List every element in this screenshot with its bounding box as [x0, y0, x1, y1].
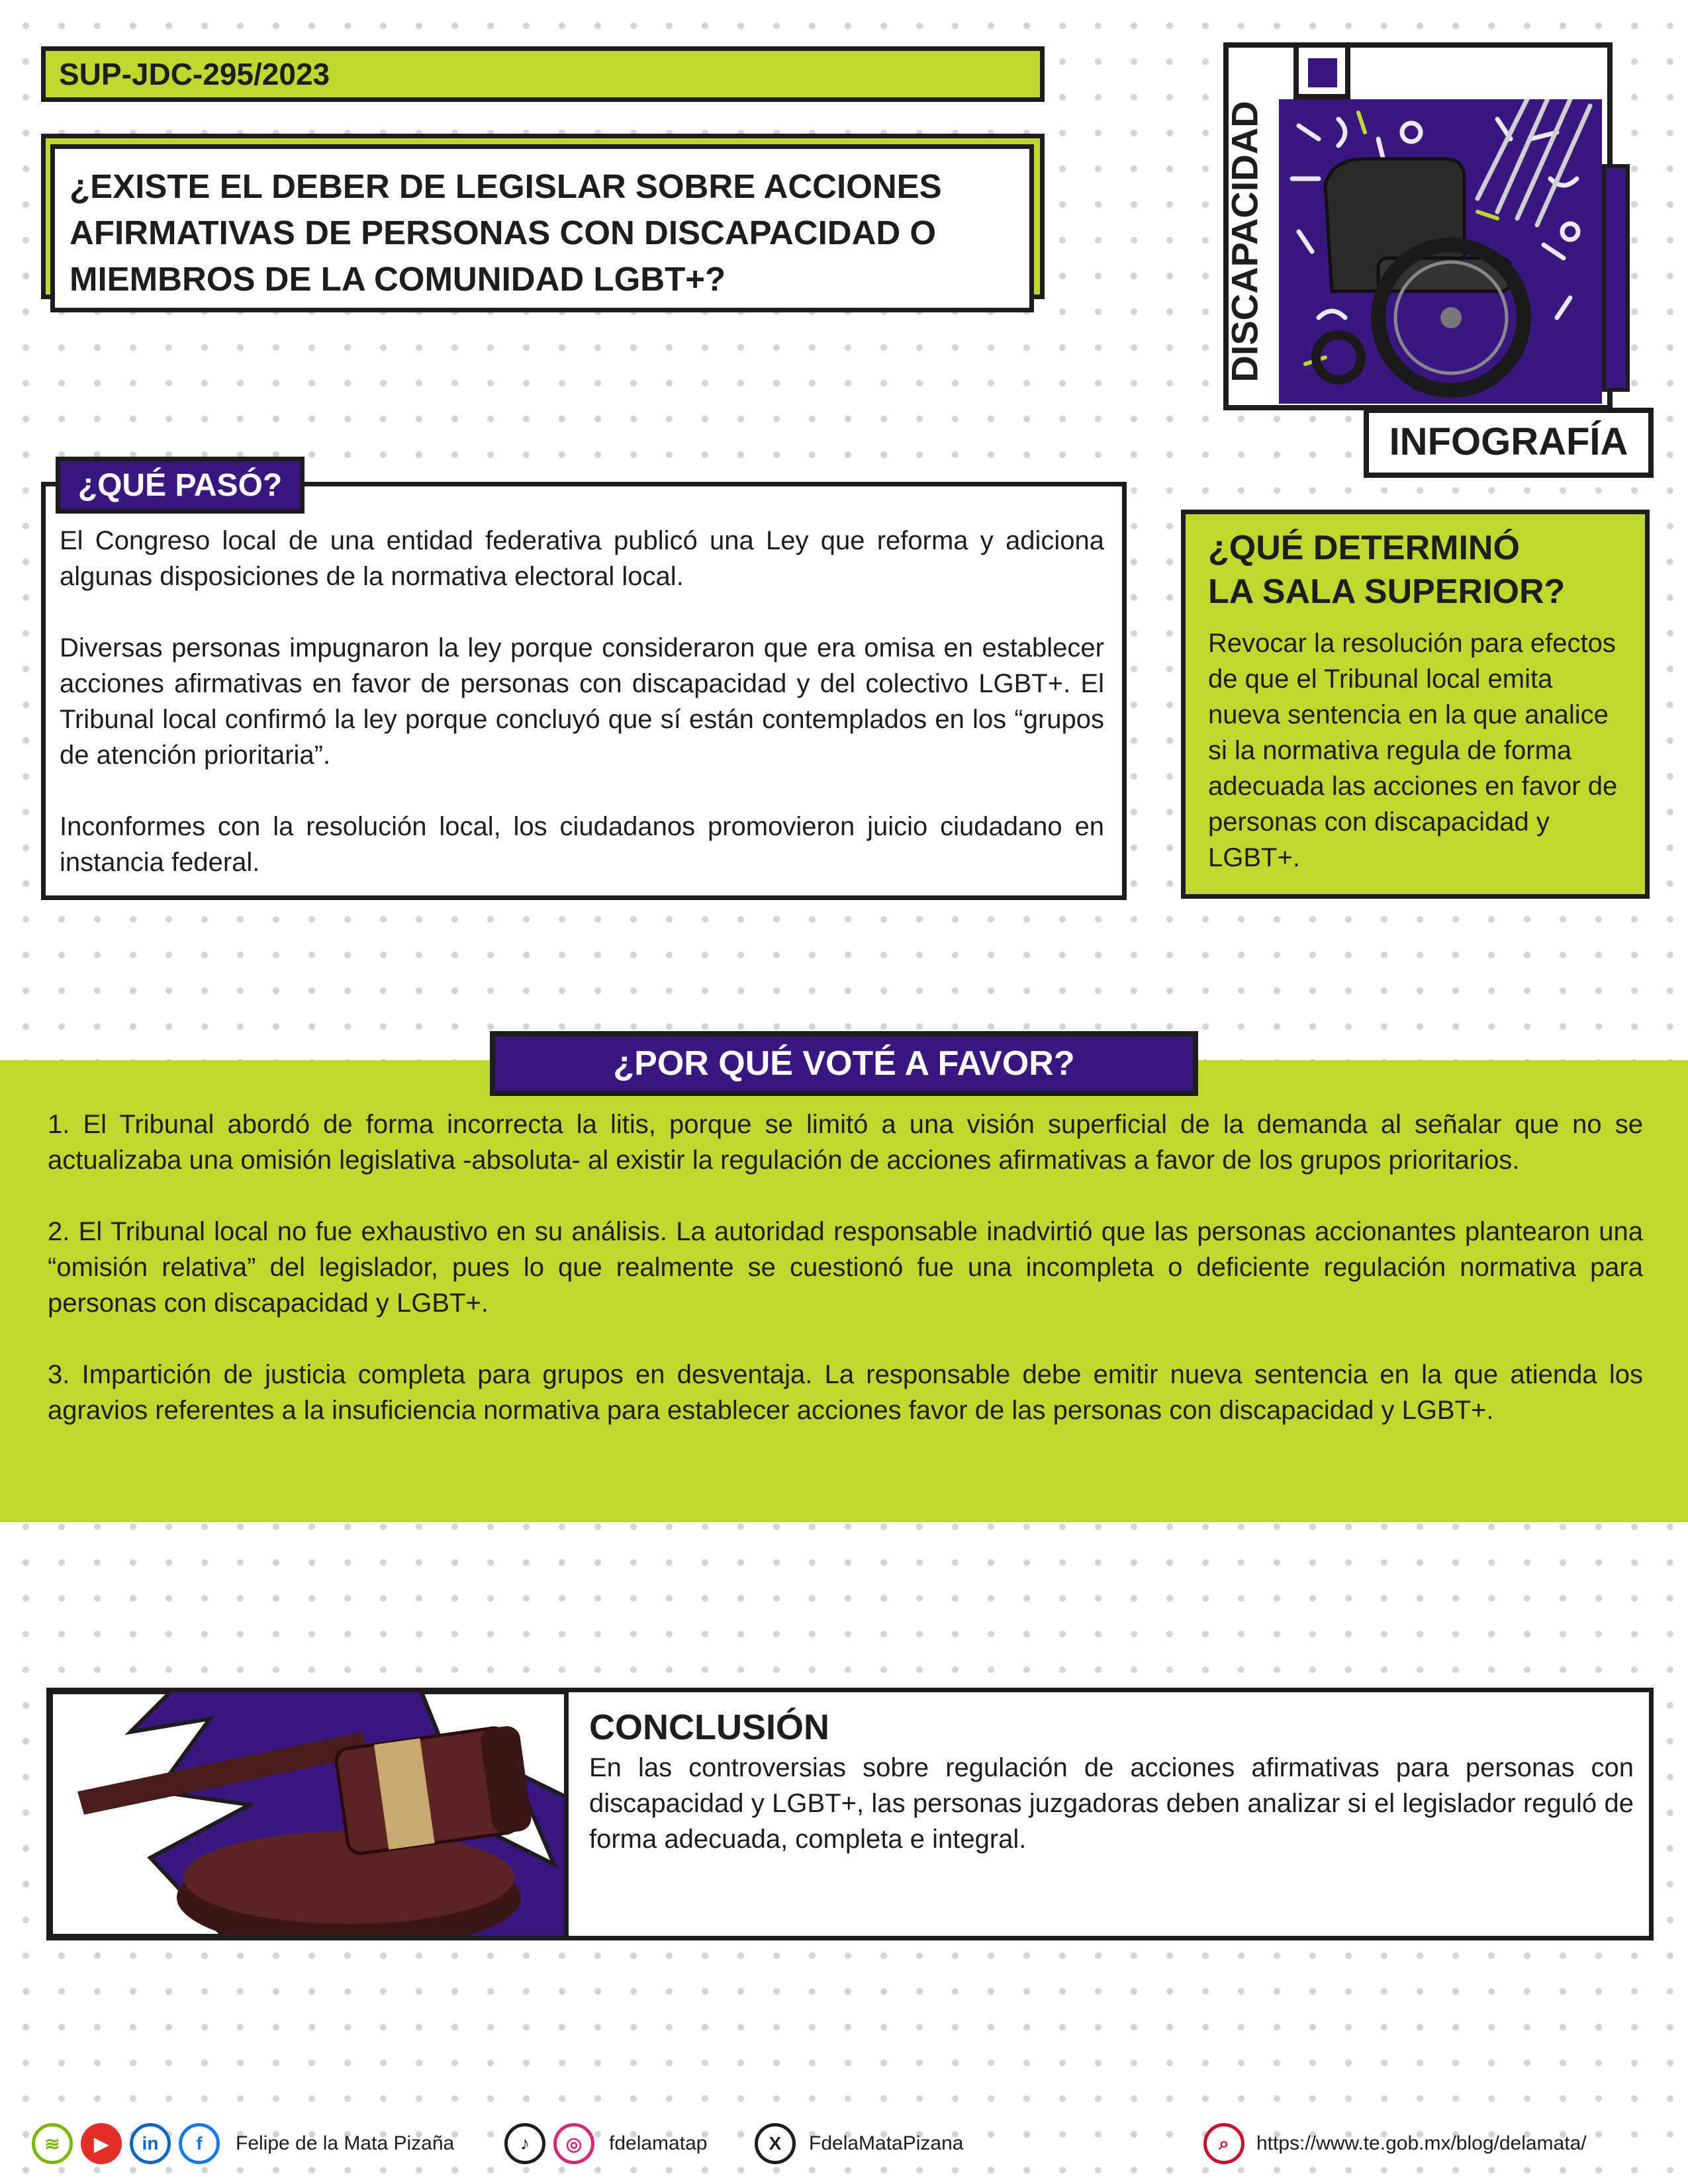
question-line: AFIRMATIVAS DE PERSONAS CON DISCAPACIDAD O: [70, 214, 937, 251]
voto-title: ¿POR QUÉ VOTÉ A FAVOR?: [490, 1031, 1198, 1096]
que-paso-paragraph: El Congreso local de una entidad federativa publicó una Ley que reforma y adiciona algunas disposiciones de la normativa electoral local.: [60, 526, 1104, 591]
badge-label: INFOGRAFÍA: [1364, 408, 1654, 478]
footer-url[interactable]: https://www.te.gob.mx/blog/delamata/: [1256, 2132, 1587, 2154]
x-icon[interactable]: X: [755, 2123, 796, 2164]
voto-content: [48, 1107, 1643, 1464]
question-line: MIEMBROS DE LA COMUNIDAD LGBT+?: [70, 260, 726, 298]
gavel-icon: [51, 1692, 569, 1936]
que-determino-title-line: ¿QUÉ DETERMINÓ: [1208, 529, 1520, 567]
linkedin-icon[interactable]: in: [130, 2123, 171, 2164]
question-line: ¿EXISTE EL DEBER DE LEGISLAR SOBRE ACCIONES: [70, 167, 942, 205]
que-paso-content: [60, 523, 1104, 916]
voto-point: 2. El Tribunal local no fue exhaustivo en su análisis. La autoridad responsable inadvirtió que las personas accionantes plantearon una “omisión relativa” del legislador, pues lo que realmente se cuestionó fue una incompleta o deficiente regulación normativa para personas con discapacidad y LGBT+.: [48, 1217, 1643, 1318]
gavel-illustration: [51, 1692, 569, 1936]
voto-point: 1. El Tribunal abordó de forma incorrecta la litis, porque se limitó a una visión superficial de la demanda al señalar que no se actualizaba una omisión legislativa -absoluta- al existir la regulación de acciones afirmativas a favor de los grupos prioritarios.: [48, 1110, 1643, 1175]
que-determino-text: Revocar la resolución para efectos de que el Tribunal local emita nueva sentencia en la que analice si la normativa regula de forma adecuada las acciones en favor de personas con discapacidad y LGBT+.: [1208, 629, 1618, 872]
conclusion-title: CONCLUSIÓN: [589, 1707, 829, 1747]
badge-topic-text: DISCAPACIDAD: [1223, 101, 1266, 383]
voto-point: 3. Impartición de justicia completa para grupos en desventaja. La responsable debe emitir nueva sentencia en la que atienda los agravios referentes a la insuficiencia normativa para establecer acciones favor de las personas con discapacidad y LGBT+.: [48, 1360, 1643, 1425]
spotify-icon[interactable]: ≋: [32, 2123, 73, 2164]
que-determino-title-line: LA SALA SUPERIOR?: [1208, 572, 1566, 611]
search-icon[interactable]: ⌕: [1203, 2123, 1244, 2164]
footer-tiktok-handle: fdelamatap: [609, 2132, 708, 2154]
que-determino-title: [1208, 526, 1622, 614]
badge-bar-decoration: [1602, 164, 1630, 392]
footer-x-handle: FdelaMataPizana: [809, 2132, 964, 2154]
que-paso-paragraph: Inconformes con la resolución local, los ciudadanos promovieron juicio ciudadano en instancia federal.: [60, 812, 1104, 877]
que-determino-box: [1181, 510, 1650, 899]
footer-name: Felipe de la Mata Pizaña: [236, 2132, 455, 2154]
youtube-icon[interactable]: ▶: [81, 2123, 122, 2164]
que-paso-paragraph: Diversas personas impugnaron la ley porque consideraron que era omisa en establecer acciones afirmativas en favor de personas con discapacidad y del colectivo LGBT+. El Tribunal local confirmó la ley porque concluyó que sí están contemplados en los “grupos de atención prioritaria”.: [60, 633, 1104, 770]
main-question: [50, 144, 1034, 312]
badge-topic-label: [1211, 73, 1278, 410]
wheelchair-illustration: [1279, 99, 1602, 404]
conclusion-content: [589, 1706, 1634, 1857]
que-paso-title: ¿QUÉ PASÓ?: [56, 457, 305, 514]
instagram-icon[interactable]: ◎: [553, 2123, 594, 2164]
badge-square-inner: [1308, 58, 1337, 87]
conclusion-text: En las controversias sobre regulación de acciones afirmativas para personas con discapacidad y LGBT+, las personas juzgadoras deben analizar si el legislador reguló de forma adecuada, completa e integral.: [589, 1753, 1634, 1854]
case-number: SUP-JDC-295/2023: [41, 46, 1045, 102]
footer: [32, 2116, 1667, 2171]
facebook-icon[interactable]: f: [179, 2123, 220, 2164]
wheelchair-icon: [1279, 99, 1602, 404]
tiktok-icon[interactable]: ♪: [504, 2123, 545, 2164]
